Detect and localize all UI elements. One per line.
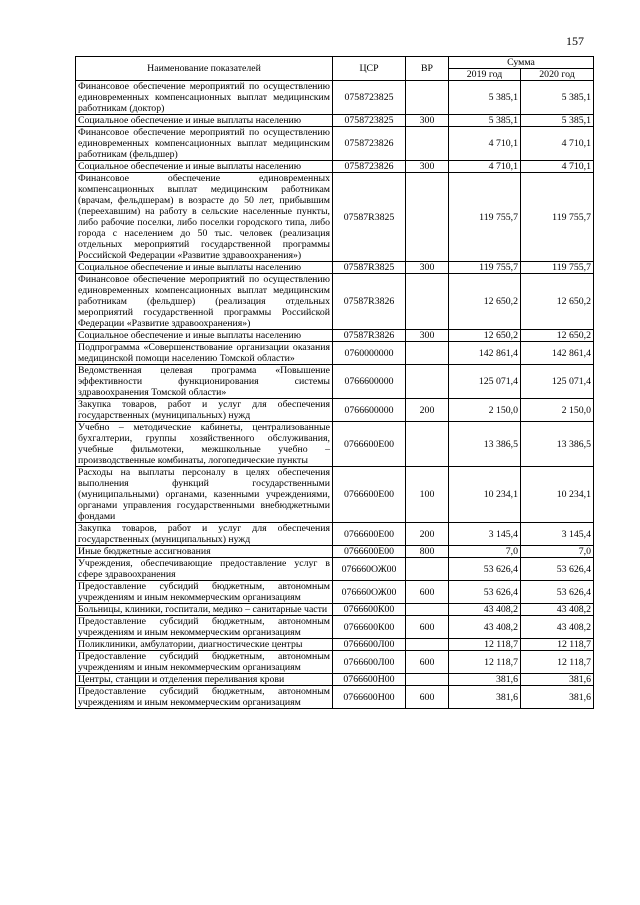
cell-name: Предоставление субсидий бюджетным, автономным учреждениям и иным некоммерческим организациям (76, 616, 333, 639)
cell-name: Учреждения, обеспечивающие предоставление услуг в сфере здравоохранения (76, 558, 333, 581)
cell-name: Финансовое обеспечение мероприятий по осуществлению единовременных компенсационных выплат медицинским работникам (фельдшер) (реализация отдельных мероприятий государственной программы Российской Федерации «Развитие здравоохранения») (76, 274, 333, 330)
cell-sum-2019: 43 408,2 (449, 604, 521, 616)
cell-sum-2019: 381,6 (449, 686, 521, 709)
cell-sum-2020: 3 145,4 (521, 523, 594, 546)
header-year-2020: 2020 год (521, 69, 594, 81)
table-row (76, 173, 594, 262)
table-body (76, 81, 594, 709)
table-row (76, 686, 594, 709)
cell-csr: 0766600Е00 (333, 422, 406, 467)
table-row (76, 546, 594, 558)
cell-name: Социальное обеспечение и иные выплаты населению (76, 115, 333, 127)
cell-csr: 0766600Е00 (333, 546, 406, 558)
cell-vr: 100 (406, 467, 449, 523)
cell-name: Закупка товаров, работ и услуг для обеспечения государственных (муниципальных) нужд (76, 523, 333, 546)
cell-sum-2020: 125 071,4 (521, 365, 594, 399)
cell-csr: 07587R3825 (333, 173, 406, 262)
cell-sum-2020: 53 626,4 (521, 581, 594, 604)
cell-vr (406, 342, 449, 365)
cell-sum-2020: 13 386,5 (521, 422, 594, 467)
cell-vr: 800 (406, 546, 449, 558)
cell-csr: 0766600К00 (333, 604, 406, 616)
cell-csr: 0758723825 (333, 115, 406, 127)
cell-csr: 0766600Н00 (333, 674, 406, 686)
table-row (76, 81, 594, 115)
table-row (76, 330, 594, 342)
table-row (76, 161, 594, 173)
cell-sum-2020: 2 150,0 (521, 399, 594, 422)
cell-sum-2020: 7,0 (521, 546, 594, 558)
table-row (76, 639, 594, 651)
cell-vr (406, 274, 449, 330)
cell-sum-2020: 5 385,1 (521, 115, 594, 127)
cell-name: Финансовое обеспечение мероприятий по осуществлению единовременных компенсационных выплат медицинским работникам (фельдшер) (76, 127, 333, 161)
cell-name: Финансовое обеспечение мероприятий по осуществлению единовременных компенсационных выплат медицинским работникам (доктор) (76, 81, 333, 115)
header-vr: ВР (406, 57, 449, 81)
table-row (76, 674, 594, 686)
cell-name: Поликлиники, амбулатории, диагностические центры (76, 639, 333, 651)
cell-name: Центры, станции и отделения переливания крови (76, 674, 333, 686)
cell-sum-2019: 10 234,1 (449, 467, 521, 523)
cell-csr: 0766600Е00 (333, 467, 406, 523)
cell-name: Подпрограмма «Совершенствование организации оказания медицинской помощи населению Томской области» (76, 342, 333, 365)
cell-sum-2020: 12 650,2 (521, 330, 594, 342)
cell-sum-2020: 4 710,1 (521, 127, 594, 161)
cell-csr: 076660ОЖ00 (333, 558, 406, 581)
cell-vr: 600 (406, 616, 449, 639)
cell-name: Социальное обеспечение и иные выплаты населению (76, 262, 333, 274)
cell-sum-2020: 43 408,2 (521, 604, 594, 616)
cell-csr: 07587R3826 (333, 330, 406, 342)
header-sum: Сумма (449, 57, 594, 69)
cell-sum-2019: 12 118,7 (449, 639, 521, 651)
table-row (76, 581, 594, 604)
table-row (76, 467, 594, 523)
cell-csr: 0766600Е00 (333, 523, 406, 546)
cell-vr (406, 558, 449, 581)
cell-name: Предоставление субсидий бюджетным, автономным учреждениям и иным некоммерческим организациям (76, 686, 333, 709)
cell-name: Социальное обеспечение и иные выплаты населению (76, 330, 333, 342)
cell-sum-2020: 4 710,1 (521, 161, 594, 173)
table-row (76, 422, 594, 467)
cell-name: Ведомственная целевая программа «Повышение эффективности функционирования системы здравоохранения Томской области» (76, 365, 333, 399)
cell-vr: 200 (406, 399, 449, 422)
cell-sum-2019: 119 755,7 (449, 262, 521, 274)
cell-csr: 0760000000 (333, 342, 406, 365)
cell-name: Иные бюджетные ассигнования (76, 546, 333, 558)
header-year-2019: 2019 год (449, 69, 521, 81)
cell-sum-2019: 119 755,7 (449, 173, 521, 262)
cell-csr: 0766600000 (333, 399, 406, 422)
cell-vr: 300 (406, 161, 449, 173)
header-name: Наименование показателей (76, 57, 333, 81)
cell-vr (406, 127, 449, 161)
cell-sum-2019: 53 626,4 (449, 581, 521, 604)
cell-sum-2019: 4 710,1 (449, 127, 521, 161)
cell-sum-2019: 12 118,7 (449, 651, 521, 674)
cell-csr: 0766600Н00 (333, 686, 406, 709)
cell-sum-2019: 381,6 (449, 674, 521, 686)
cell-vr (406, 81, 449, 115)
cell-sum-2019: 3 145,4 (449, 523, 521, 546)
cell-sum-2020: 142 861,4 (521, 342, 594, 365)
table-row (76, 523, 594, 546)
cell-name: Расходы на выплаты персоналу в целях обеспечения выполнения функций государственными (муниципальными) органами, казенными учреждениями, органами управления государственными внебюджетными фондами (76, 467, 333, 523)
table-row (76, 651, 594, 674)
cell-csr: 07587R3825 (333, 262, 406, 274)
cell-vr (406, 173, 449, 262)
page-number: 157 (566, 34, 584, 48)
cell-sum-2019: 13 386,5 (449, 422, 521, 467)
cell-name: Больницы, клиники, госпитали, медико – санитарные части (76, 604, 333, 616)
budget-table (75, 56, 594, 709)
cell-vr: 600 (406, 651, 449, 674)
cell-sum-2019: 12 650,2 (449, 274, 521, 330)
cell-sum-2020: 381,6 (521, 686, 594, 709)
cell-sum-2020: 381,6 (521, 674, 594, 686)
table-row (76, 365, 594, 399)
cell-sum-2019: 142 861,4 (449, 342, 521, 365)
cell-vr: 300 (406, 262, 449, 274)
cell-sum-2019: 5 385,1 (449, 81, 521, 115)
cell-csr: 0766600Л00 (333, 651, 406, 674)
cell-sum-2019: 53 626,4 (449, 558, 521, 581)
table-row (76, 342, 594, 365)
cell-vr (406, 604, 449, 616)
cell-csr: 0758723825 (333, 81, 406, 115)
cell-sum-2020: 53 626,4 (521, 558, 594, 581)
table-row (76, 604, 594, 616)
cell-csr: 076660ОЖ00 (333, 581, 406, 604)
cell-name: Предоставление субсидий бюджетным, автономным учреждениям и иным некоммерческим организациям (76, 651, 333, 674)
cell-name: Учебно – методические кабинеты, централизованные бухгалтерии, группы хозяйственного обслуживания, учебные фильмотеки, межшкольные учебно – производственные комбинаты, логопедические пункты (76, 422, 333, 467)
cell-csr: 0766600К00 (333, 616, 406, 639)
cell-name: Социальное обеспечение и иные выплаты населению (76, 161, 333, 173)
cell-sum-2019: 4 710,1 (449, 161, 521, 173)
table-row (76, 399, 594, 422)
table-row (76, 558, 594, 581)
cell-sum-2019: 7,0 (449, 546, 521, 558)
cell-csr: 0758723826 (333, 127, 406, 161)
cell-vr (406, 365, 449, 399)
cell-vr (406, 422, 449, 467)
cell-vr: 600 (406, 686, 449, 709)
cell-csr: 0758723826 (333, 161, 406, 173)
table-row (76, 115, 594, 127)
header-csr: ЦСР (333, 57, 406, 81)
table-header (76, 57, 594, 81)
cell-csr: 0766600000 (333, 365, 406, 399)
cell-csr: 07587R3826 (333, 274, 406, 330)
cell-sum-2019: 5 385,1 (449, 115, 521, 127)
cell-sum-2020: 12 650,2 (521, 274, 594, 330)
cell-sum-2020: 12 118,7 (521, 639, 594, 651)
cell-vr: 300 (406, 330, 449, 342)
cell-sum-2019: 2 150,0 (449, 399, 521, 422)
cell-sum-2019: 43 408,2 (449, 616, 521, 639)
cell-vr: 200 (406, 523, 449, 546)
cell-sum-2019: 12 650,2 (449, 330, 521, 342)
table-row (76, 127, 594, 161)
cell-sum-2020: 119 755,7 (521, 173, 594, 262)
cell-vr (406, 639, 449, 651)
cell-sum-2019: 125 071,4 (449, 365, 521, 399)
table-row (76, 262, 594, 274)
cell-vr: 600 (406, 581, 449, 604)
table-row (76, 616, 594, 639)
cell-sum-2020: 12 118,7 (521, 651, 594, 674)
cell-name: Предоставление субсидий бюджетным, автономным учреждениям и иным некоммерческим организациям (76, 581, 333, 604)
cell-sum-2020: 5 385,1 (521, 81, 594, 115)
cell-sum-2020: 10 234,1 (521, 467, 594, 523)
cell-sum-2020: 43 408,2 (521, 616, 594, 639)
table-row (76, 274, 594, 330)
cell-name: Финансовое обеспечение единовременных компенсационных выплат медицинским работникам (врачам, фельдшерам) в возрасте до 50 лет, прибывшим (переехавшим) на работу в сельские населенные пункты, либо рабочие поселки, либо поселки городского типа, либо города с населением до 50 тыс. человек (реализация отдельных мероприятий государственной программы Российской Федерации «Развитие здравоохранения») (76, 173, 333, 262)
cell-sum-2020: 119 755,7 (521, 262, 594, 274)
cell-vr (406, 674, 449, 686)
cell-name: Закупка товаров, работ и услуг для обеспечения государственных (муниципальных) нужд (76, 399, 333, 422)
header-row (76, 57, 594, 69)
cell-vr: 300 (406, 115, 449, 127)
cell-csr: 0766600Л00 (333, 639, 406, 651)
